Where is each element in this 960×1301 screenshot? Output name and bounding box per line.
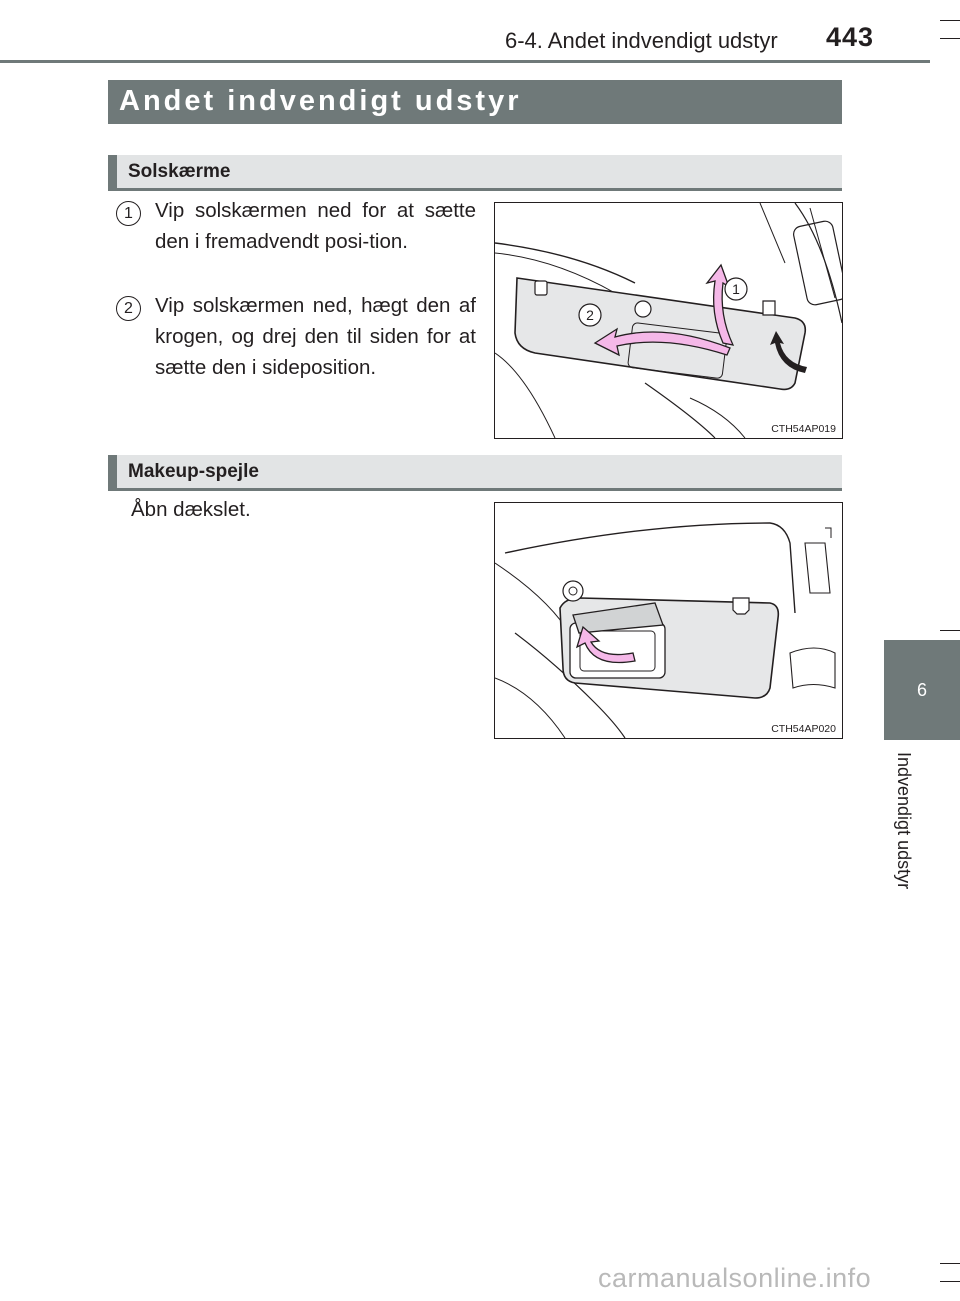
step-1-text: Vip solskærmen ned for at sætte den i fremadvendt posi-tion. bbox=[155, 199, 476, 253]
crop-mark bbox=[940, 38, 960, 39]
watermark: carmanualsonline.info bbox=[598, 1263, 872, 1293]
crop-mark bbox=[940, 1281, 960, 1282]
chapter-number: 6 bbox=[916, 680, 927, 700]
step-number-2: 2 bbox=[116, 296, 141, 321]
chapter-label: Indvendigt udstyr bbox=[894, 752, 914, 890]
sun-visor-illustration bbox=[494, 202, 843, 439]
header-rule bbox=[0, 60, 930, 63]
sun-visor-drawing bbox=[495, 203, 842, 438]
crop-mark bbox=[940, 630, 960, 631]
vanity-mirror-drawing bbox=[495, 503, 842, 738]
section-title: Makeup-spejle bbox=[128, 461, 259, 482]
crop-mark bbox=[940, 20, 960, 21]
callout-2: 2 bbox=[586, 307, 594, 323]
figure-code: CTH54AP019 bbox=[771, 423, 836, 435]
page-number: 443 bbox=[826, 22, 875, 52]
mirror-instruction: Åbn dækslet. bbox=[131, 498, 251, 521]
figure-code: CTH54AP020 bbox=[771, 723, 836, 735]
section-header-vanity-mirrors bbox=[108, 455, 842, 491]
page-title-bar bbox=[108, 80, 842, 124]
running-header-title: 6-4. Andet indvendigt udstyr bbox=[505, 28, 778, 53]
step-2-text: Vip solskærmen ned, hægt den af krogen, og drej den til siden for at sætte den i sideposition. bbox=[155, 294, 476, 379]
callout-1: 1 bbox=[732, 281, 740, 297]
page-title: Andet indvendigt udstyr bbox=[119, 85, 522, 117]
section-header-sun-visors bbox=[108, 155, 842, 191]
crop-mark bbox=[940, 1263, 960, 1264]
vanity-mirror-illustration bbox=[494, 502, 843, 739]
chapter-tab bbox=[884, 640, 960, 740]
step-number-1: 1 bbox=[116, 201, 141, 226]
section-title: Solskærme bbox=[128, 161, 231, 182]
